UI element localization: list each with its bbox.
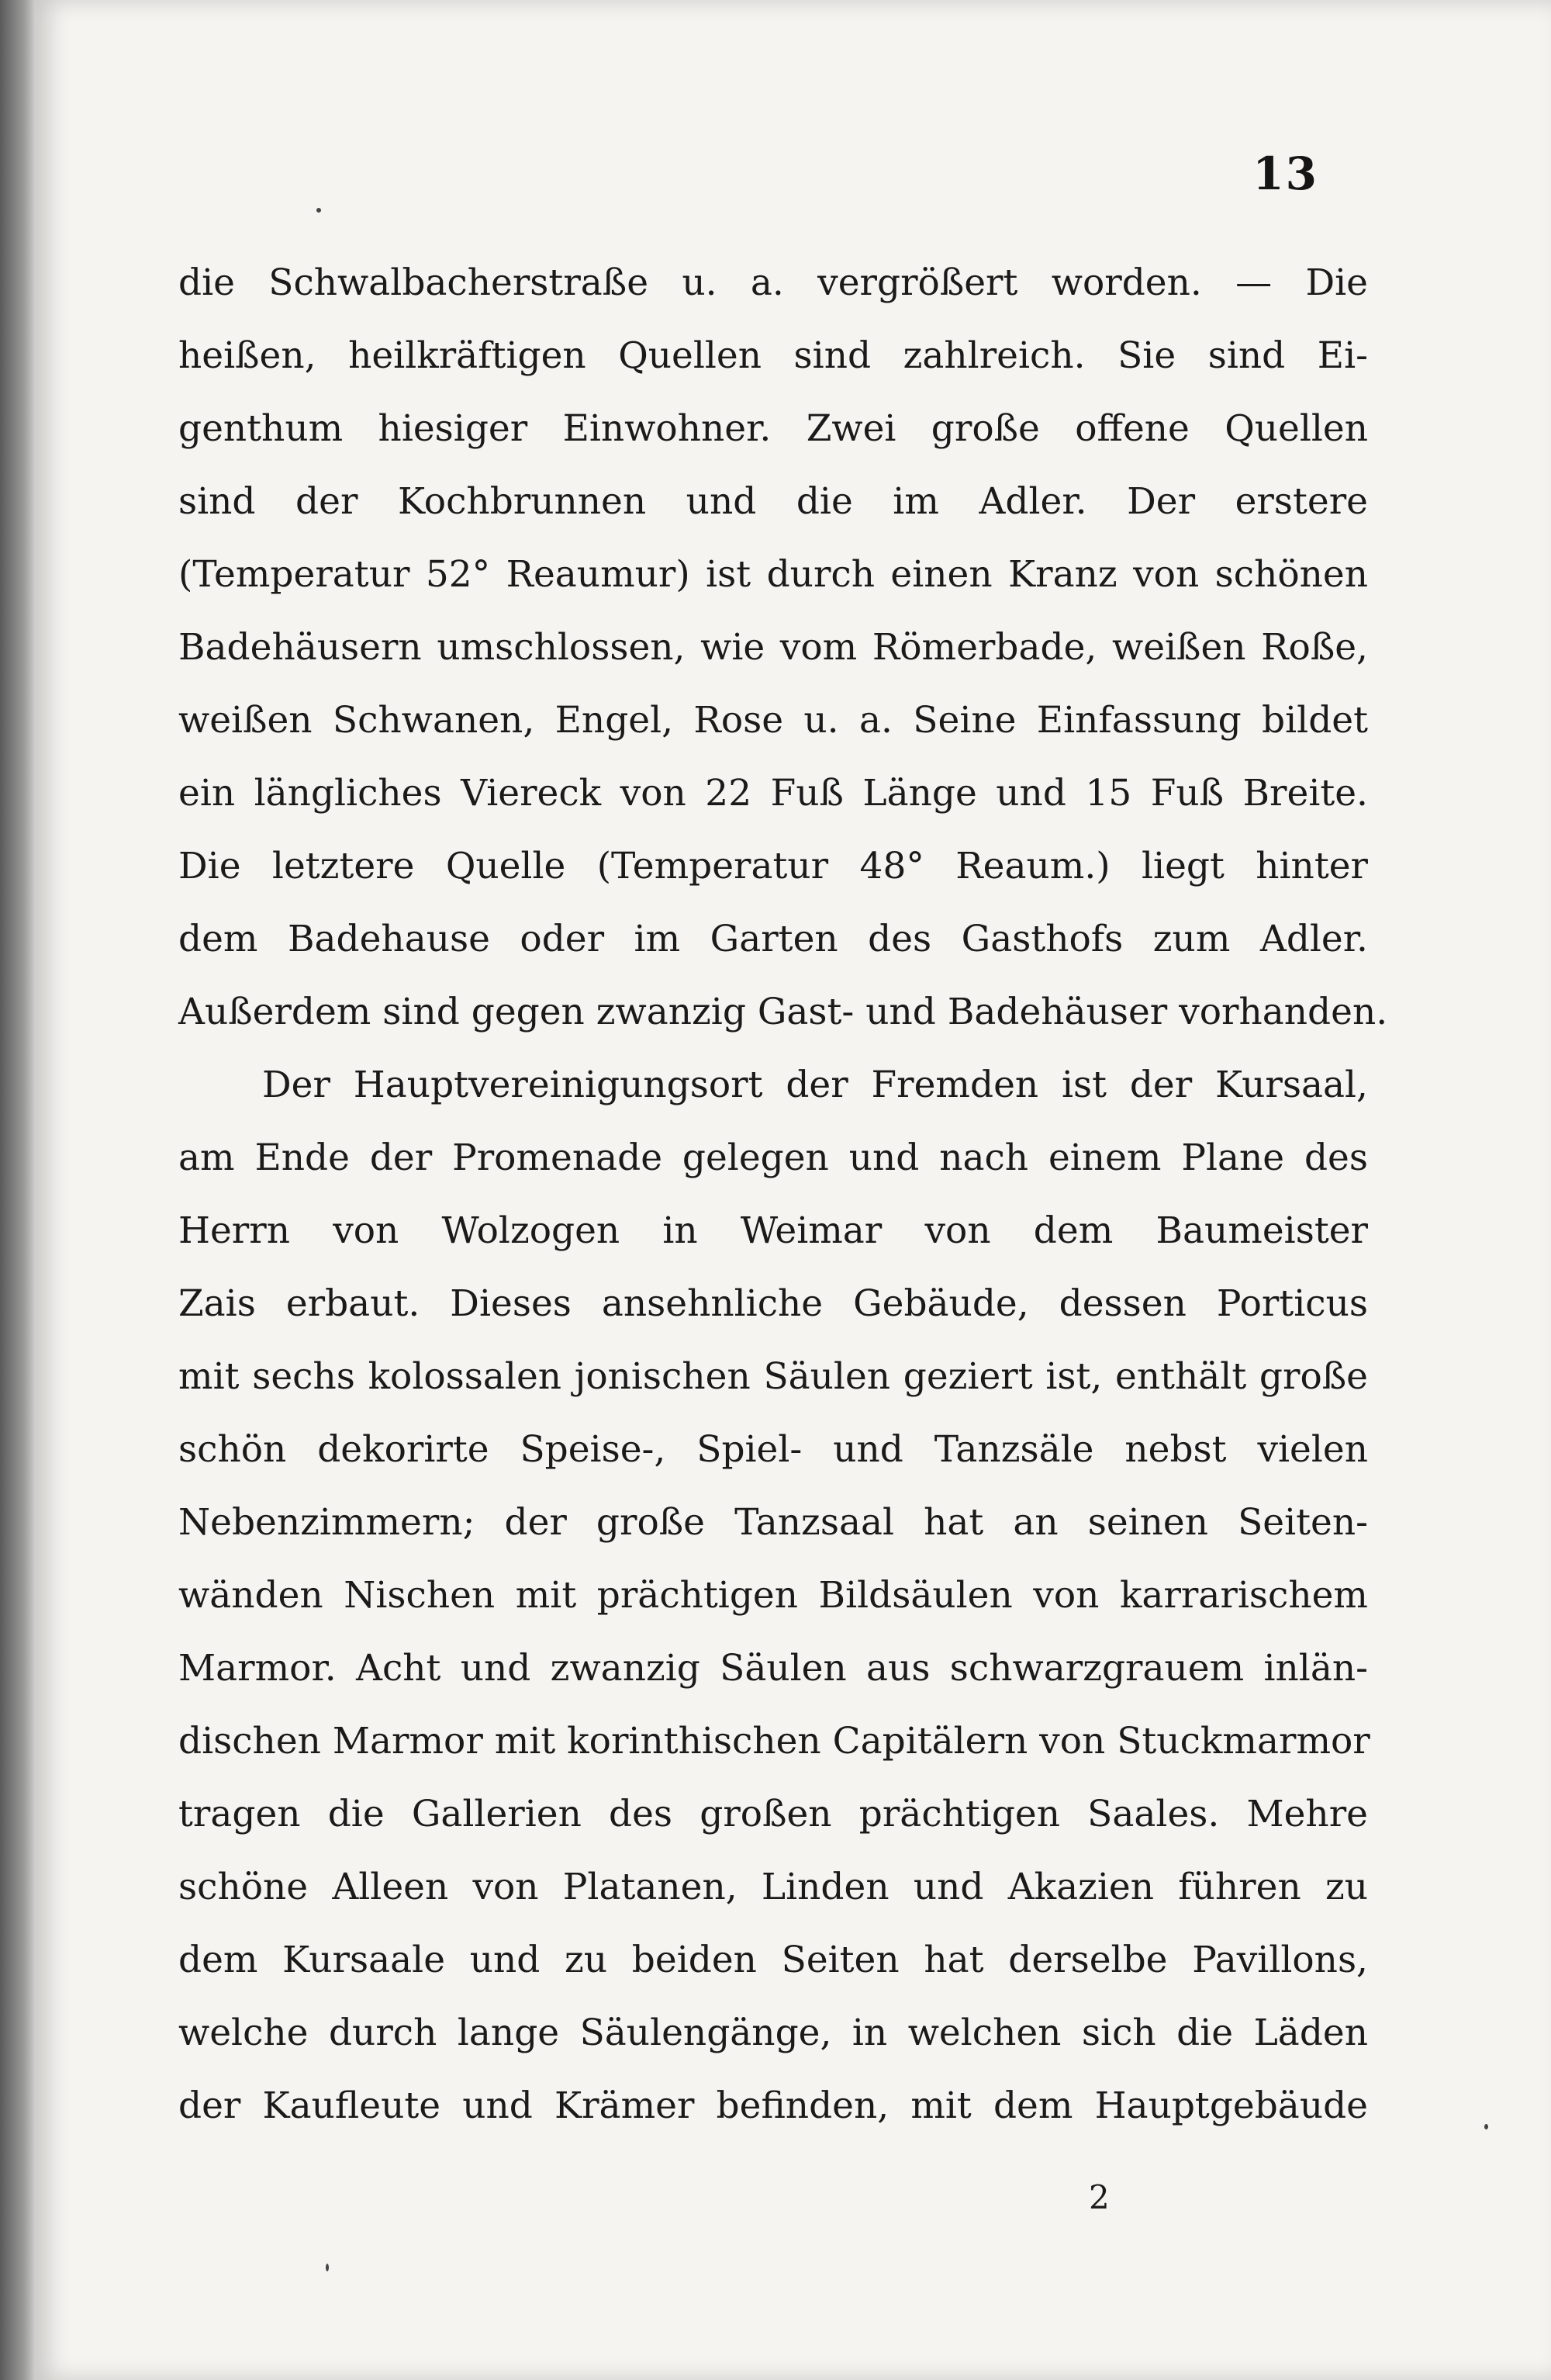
text-line: weißen Schwanen, Engel, Rose u. a. Seine Einfassung bildet [178, 699, 1368, 742]
text-line: sind der Kochbrunnen und die im Adler. Der erstere [178, 480, 1368, 523]
paper-speck [1484, 2124, 1488, 2129]
text-line: Außerdem sind gegen zwanzig Gast- und Badehäuser vorhanden. [178, 991, 1388, 1033]
text-line: Herrn von Wolzogen in Weimar von dem Baumeister [178, 1209, 1368, 1252]
page-number: 13 [1252, 147, 1318, 200]
text-line: tragen die Gallerien des großen prächtigen Saales. Mehre [178, 1793, 1368, 1835]
text-line: dem Kursaale und zu beiden Seiten hat derselbe Pavillons, [178, 1939, 1368, 1981]
text-line: Zais erbaut. Dieses ansehnliche Gebäude, dessen Porticus [178, 1282, 1368, 1325]
paper-speck [326, 2264, 329, 2271]
body-text [178, 247, 1388, 2143]
text-line: (Temperatur 52° Reaumur) ist durch einen Kranz von schönen [178, 553, 1368, 596]
text-line: der Kaufleute und Krämer befinden, mit dem Hauptgebäude [178, 2084, 1368, 2127]
text-line: genthum hiesiger Einwohner. Zwei große offene Quellen [178, 407, 1368, 450]
paper-speck [316, 208, 321, 213]
text-line: dischen Marmor mit korinthischen Capitälern von Stuckmarmor [178, 1720, 1370, 1763]
text-line: Nebenzimmern; der große Tanzsaal hat an seinen Seiten- [178, 1501, 1368, 1544]
text-line: schöne Alleen von Platanen, Linden und Akazien führen zu [178, 1866, 1368, 1908]
text-line: welche durch lange Säulengänge, in welchen sich die Läden [178, 2012, 1368, 2054]
text-line: ein längliches Viereck von 22 Fuß Länge und 15 Fuß Breite. [178, 772, 1368, 815]
text-line: Die letztere Quelle (Temperatur 48° Reaum.) liegt hinter [178, 845, 1368, 887]
text-line: Marmor. Acht und zwanzig Säulen aus schwarzgrauem inlän- [178, 1647, 1368, 1690]
text-line: wänden Nischen mit prächtigen Bildsäulen von karrarischem [178, 1574, 1368, 1617]
text-line: Badehäusern umschlossen, wie vom Römerbade, weißen Roße, [178, 626, 1368, 669]
text-line: schön dekorirte Speise-, Spiel- und Tanzsäle nebst vielen [178, 1428, 1368, 1471]
page-gutter-shadow [0, 0, 34, 2380]
text-line: dem Badehause oder im Garten des Gasthofs zum Adler. [178, 918, 1368, 960]
text-line: Der Hauptvereinigungsort der Fremden ist der Kursaal, [262, 1064, 1368, 1106]
text-line: mit sechs kolossalen jonischen Säulen geziert ist, enthält große [178, 1355, 1368, 1398]
book-page [34, 0, 1551, 2380]
text-line: am Ende der Promenade gelegen und nach einem Plane des [178, 1136, 1368, 1179]
text-line: die Schwalbacherstraße u. a. vergrößert worden. — Die [178, 261, 1368, 304]
signature-mark: 2 [1089, 2178, 1110, 2216]
text-line: heißen, heilkräftigen Quellen sind zahlreich. Sie sind Ei- [178, 334, 1368, 377]
